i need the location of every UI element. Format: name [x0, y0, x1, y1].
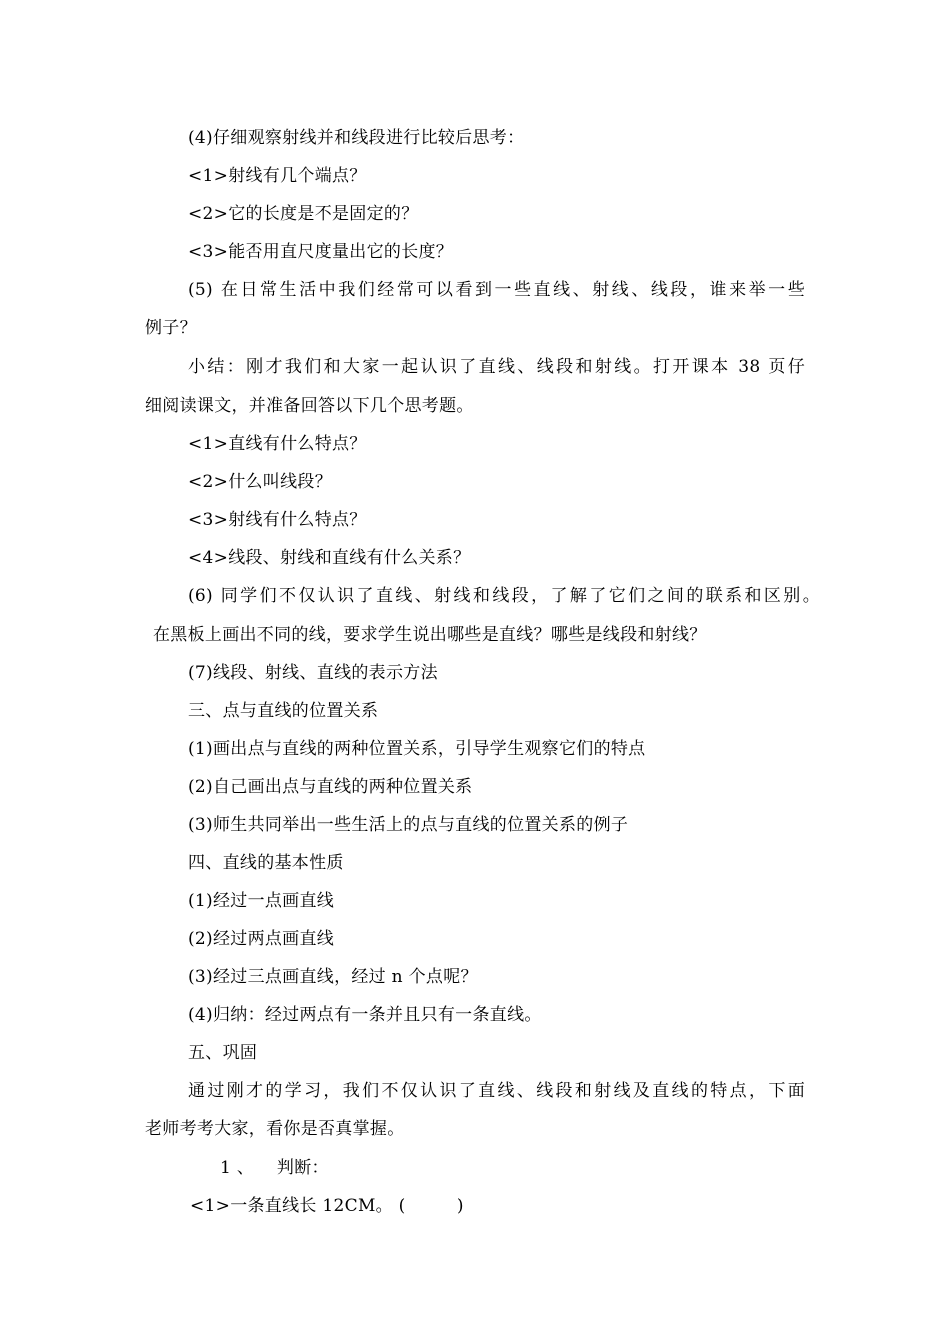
text-line: (2)自己画出点与直线的两种位置关系 — [188, 777, 473, 797]
section-heading: 四、直线的基本性质 — [188, 853, 344, 873]
text-line: <3>射线有什么特点？ — [188, 510, 367, 530]
text-line: (3)经过三点画直线，经过 n 个点呢？ — [188, 967, 478, 987]
section-heading: 五、巩固 — [188, 1043, 258, 1063]
text-line: (6) 同学们不仅认识了直线、射线和线段，了解了它们之间的联系和区别。 — [188, 586, 820, 606]
text-line: (4)归纳：经过两点有一条并且只有一条直线。 — [188, 1005, 542, 1025]
text-line: (5) 在日常生活中我们经常可以看到一些直线、射线、线段，谁来举一些 — [188, 280, 805, 300]
text-line: 通过刚才的学习，我们不仅认识了直线、线段和射线及直线的特点，下面 — [188, 1081, 805, 1101]
text-line: <2>它的长度是不是固定的？ — [188, 204, 419, 224]
text-line: 老师考考大家，看你是否真掌握。 — [145, 1119, 405, 1139]
text-line: <1>射线有几个端点？ — [188, 166, 367, 186]
text-line: 在黑板上画出不同的线，要求学生说出哪些是直线？哪些是线段和射线？ — [153, 625, 707, 645]
question-item: <1>一条直线长 12CM。 ( ) — [190, 1196, 464, 1216]
section-heading: 三、点与直线的位置关系 — [188, 701, 379, 721]
text-line: (7)线段、射线、直线的表示方法 — [188, 663, 438, 683]
text-line: <1>直线有什么特点？ — [188, 434, 367, 454]
text-line: <3>能否用直尺度量出它的长度？ — [188, 242, 454, 262]
text-line: (1)经过一点画直线 — [188, 891, 335, 911]
text-line: (3)师生共同举出一些生活上的点与直线的位置关系的例子 — [188, 815, 629, 835]
text-line: <4>线段、射线和直线有什么关系？ — [188, 548, 471, 568]
text-line: (1)画出点与直线的两种位置关系，引导学生观察它们的特点 — [188, 739, 646, 759]
text-line: 小结：刚才我们和大家一起认识了直线、线段和射线。打开课本 38 页仔 — [188, 357, 805, 377]
text-line: <2>什么叫线段？ — [188, 472, 333, 492]
text-line: 细阅读课文，并准备回答以下几个思考题。 — [145, 396, 474, 416]
text-line: 例子？ — [145, 318, 197, 338]
question-heading: 1 、 判断： — [220, 1158, 329, 1178]
text-line: (2)经过两点画直线 — [188, 929, 335, 949]
text-line: (4)仔细观察射线并和线段进行比较后思考： — [188, 128, 525, 148]
